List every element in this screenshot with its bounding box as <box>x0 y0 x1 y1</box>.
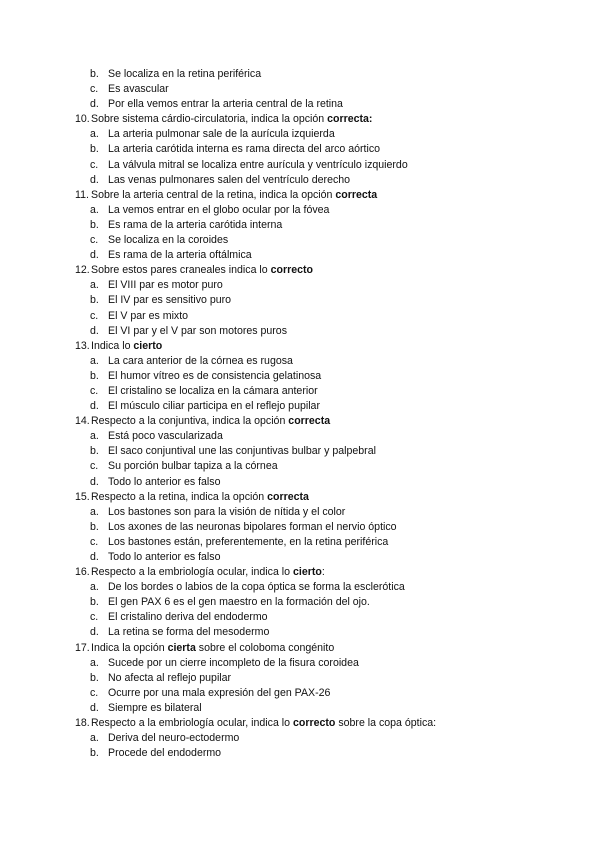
question-block <box>0 565 600 640</box>
option-letter: a. <box>90 203 99 216</box>
option-item <box>0 203 600 218</box>
question-text <box>91 340 162 352</box>
option-text: No afecta al reflejo pupilar <box>108 671 232 684</box>
option-letter: a. <box>90 430 99 443</box>
question-stem <box>0 263 600 278</box>
option-item <box>0 595 600 610</box>
option-item <box>0 686 600 701</box>
option-letter: d. <box>90 475 99 488</box>
question-keyword: cierto <box>293 566 322 579</box>
question-number: 10. <box>75 113 90 126</box>
option-item <box>0 233 600 248</box>
option-item <box>0 746 600 761</box>
option-text: Procede del endodermo <box>108 747 222 760</box>
question-keyword: correcta: <box>327 113 373 126</box>
option-text: Deriva del neuro-ectodermo <box>108 732 240 745</box>
question-text <box>91 264 313 276</box>
option-text: Está poco vascularizada <box>108 430 223 443</box>
option-item <box>0 625 600 640</box>
question-number: 14. <box>75 415 90 428</box>
question-keyword: correcta <box>267 490 309 503</box>
question-text-pre: Sobre estos pares craneales indica lo <box>91 264 271 277</box>
option-letter: a. <box>90 128 99 141</box>
option-letter: d. <box>90 173 99 186</box>
option-item <box>0 127 600 142</box>
question-number: 15. <box>75 490 90 503</box>
question-number: 12. <box>75 264 90 277</box>
question-keyword: correcta <box>335 188 378 201</box>
option-text: Por ella vemos entrar la arteria central de la retina <box>108 98 343 111</box>
option-item <box>0 459 600 474</box>
option-item <box>0 248 600 263</box>
question-stem <box>0 339 600 354</box>
question-stem <box>0 414 600 429</box>
question-text <box>91 491 309 503</box>
option-text: El IV par es sensitivo puro <box>108 294 232 307</box>
option-letter: c. <box>90 234 99 247</box>
option-text: La vemos entrar en el globo ocular por la fóvea <box>108 203 330 216</box>
question-text <box>91 189 377 201</box>
question-text <box>91 642 334 654</box>
question-text-pre: Sobre sistema cárdio-circulatoria, indica la opción <box>91 113 328 126</box>
option-letter: c. <box>90 309 99 322</box>
option-text: El humor vítreo es de consistencia gelatinosa <box>108 369 322 382</box>
option-text: Es avascular <box>108 83 169 96</box>
question-number: 17. <box>75 641 90 654</box>
option-letter: d. <box>90 249 99 262</box>
option-letter: b. <box>90 68 99 80</box>
question-block <box>0 490 600 565</box>
question-stem <box>0 188 600 203</box>
option-item <box>0 142 600 157</box>
option-item <box>0 656 600 671</box>
question-text-pre: Indica lo <box>91 339 134 352</box>
option-text: La arteria carótida interna es rama directa del arco aórtico <box>108 143 381 156</box>
question-text-post: sobre la copa óptica: <box>335 717 437 730</box>
option-text: Siempre es bilateral <box>108 701 202 714</box>
question-text-pre: Sobre la arteria central de la retina, indica la opción <box>91 188 336 201</box>
option-letter: d. <box>90 400 99 413</box>
option-letter: c. <box>90 158 99 171</box>
question-block <box>0 339 600 414</box>
option-item <box>0 324 600 339</box>
option-text: El cristalino se localiza en la cámara anterior <box>108 384 318 397</box>
option-item <box>0 429 600 444</box>
option-letter: a. <box>90 279 99 292</box>
option-text: El cristalino deriva del endodermo <box>108 611 268 624</box>
option-item <box>0 731 600 746</box>
option-item <box>0 218 600 233</box>
option-item <box>0 67 600 82</box>
option-text: Se localiza en la retina periférica <box>108 68 262 80</box>
question-keyword: cierto <box>133 339 163 352</box>
option-letter: b. <box>90 369 99 382</box>
option-letter: b. <box>90 596 99 609</box>
question-text-post: sobre el coloboma congénito <box>195 641 335 654</box>
option-item <box>0 354 600 369</box>
option-item <box>0 384 600 399</box>
question-keyword: correcta <box>288 415 331 428</box>
question-stem <box>0 112 600 127</box>
option-text: Los bastones están, preferentemente, en la retina periférica <box>108 535 389 548</box>
continuation-options <box>0 67 600 112</box>
option-text: Es rama de la arteria carótida interna <box>108 218 283 231</box>
question-text <box>91 566 325 578</box>
question-list <box>0 112 600 761</box>
question-text <box>91 415 330 427</box>
option-text: De los bordes o labios de la copa óptica se forma la esclerótica <box>108 581 405 594</box>
option-item <box>0 580 600 595</box>
option-text: El músculo ciliar participa en el reflejo pupilar <box>108 400 320 413</box>
option-item <box>0 399 600 414</box>
question-text <box>91 113 372 125</box>
option-item <box>0 520 600 535</box>
option-letter: d. <box>90 701 99 714</box>
question-text-pre: Respecto a la embriología ocular, indica lo <box>91 566 293 579</box>
question-block <box>0 188 600 263</box>
question-stem <box>0 565 600 580</box>
option-text: Los axones de las neuronas bipolares forman el nervio óptico <box>108 520 397 533</box>
question-block <box>0 112 600 187</box>
option-letter: d. <box>90 551 99 563</box>
option-letter: d. <box>90 98 99 111</box>
question-text <box>91 717 436 729</box>
option-text: Sucede por un cierre incompleto de la fisura coroidea <box>108 656 359 669</box>
option-item <box>0 278 600 293</box>
question-stem <box>0 716 600 731</box>
option-item <box>0 82 600 97</box>
option-item <box>0 701 600 716</box>
option-letter: a. <box>90 505 99 518</box>
question-text-pre: Indica la opción <box>91 641 168 654</box>
option-item <box>0 475 600 490</box>
option-item <box>0 173 600 188</box>
question-block <box>0 414 600 489</box>
question-number: 16. <box>75 566 90 579</box>
option-letter: a. <box>90 732 99 745</box>
option-item <box>0 671 600 686</box>
option-letter: c. <box>90 535 99 548</box>
option-item <box>0 158 600 173</box>
option-letter: c. <box>90 83 99 96</box>
option-text: Todo lo anterior es falso <box>108 475 221 488</box>
option-letter: c. <box>90 686 99 699</box>
option-text: El V par es mixto <box>108 309 189 322</box>
option-text: La válvula mitral se localiza entre aurícula y ventrículo izquierdo <box>108 158 408 171</box>
option-item <box>0 535 600 550</box>
option-text: Los bastones son para la visión de nítida y el color <box>108 505 346 518</box>
option-text: La cara anterior de la córnea es rugosa <box>108 354 293 367</box>
option-item <box>0 293 600 308</box>
option-letter: d. <box>90 324 99 337</box>
option-letter: b. <box>90 445 99 458</box>
option-text: Su porción bulbar tapiza a la córnea <box>108 460 278 473</box>
question-text-pre: Respecto a la conjuntiva, indica la opción <box>91 415 289 428</box>
option-text: Todo lo anterior es falso <box>108 551 221 563</box>
option-letter: b. <box>90 294 99 307</box>
option-item <box>0 309 600 324</box>
option-text: El VI par y el V par son motores puros <box>108 324 287 337</box>
option-text: Las venas pulmonares salen del ventrículo derecho <box>108 173 351 186</box>
option-text: Ocurre por una mala expresión del gen PAX-26 <box>108 686 331 699</box>
option-item <box>0 444 600 459</box>
option-item <box>0 97 600 112</box>
question-keyword: correcto <box>293 717 336 730</box>
option-letter: a. <box>90 354 99 367</box>
option-text: Es rama de la arteria oftálmica <box>108 249 252 262</box>
option-text: Se localiza en la coroides <box>108 234 229 247</box>
question-block <box>0 263 600 338</box>
question-stem <box>0 641 600 656</box>
question-text-pre: Respecto a la retina, indica la opción <box>91 490 268 503</box>
question-keyword: cierta <box>167 641 196 654</box>
question-text-post: : <box>321 566 325 579</box>
option-text: La arteria pulmonar sale de la aurícula izquierda <box>108 128 335 141</box>
option-text: El VIII par es motor puro <box>108 279 223 292</box>
question-number: 11. <box>75 188 89 201</box>
question-number: 13. <box>75 339 90 352</box>
option-text: El saco conjuntival une las conjuntivas bulbar y palpebral <box>108 445 376 458</box>
question-block <box>0 641 600 716</box>
question-block <box>0 716 600 761</box>
exam-page <box>0 67 600 761</box>
option-letter: d. <box>90 626 99 639</box>
option-letter: b. <box>90 520 99 533</box>
question-keyword: correcto <box>270 264 313 277</box>
option-item <box>0 610 600 625</box>
option-letter: c. <box>90 460 99 473</box>
option-item <box>0 550 600 565</box>
option-letter: a. <box>90 581 99 594</box>
question-text-pre: Respecto a la embriología ocular, indica lo <box>91 717 293 730</box>
option-letter: c. <box>90 384 99 397</box>
question-stem <box>0 490 600 505</box>
option-item <box>0 505 600 520</box>
option-item <box>0 369 600 384</box>
option-text: La retina se forma del mesodermo <box>108 626 270 639</box>
option-letter: b. <box>90 143 99 156</box>
option-letter: c. <box>90 611 99 624</box>
option-letter: b. <box>90 218 99 231</box>
question-number: 18. <box>75 717 90 730</box>
option-text: El gen PAX 6 es el gen maestro en la formación del ojo. <box>108 596 370 609</box>
option-letter: a. <box>90 656 99 669</box>
option-letter: b. <box>90 671 99 684</box>
option-letter: b. <box>90 747 99 760</box>
